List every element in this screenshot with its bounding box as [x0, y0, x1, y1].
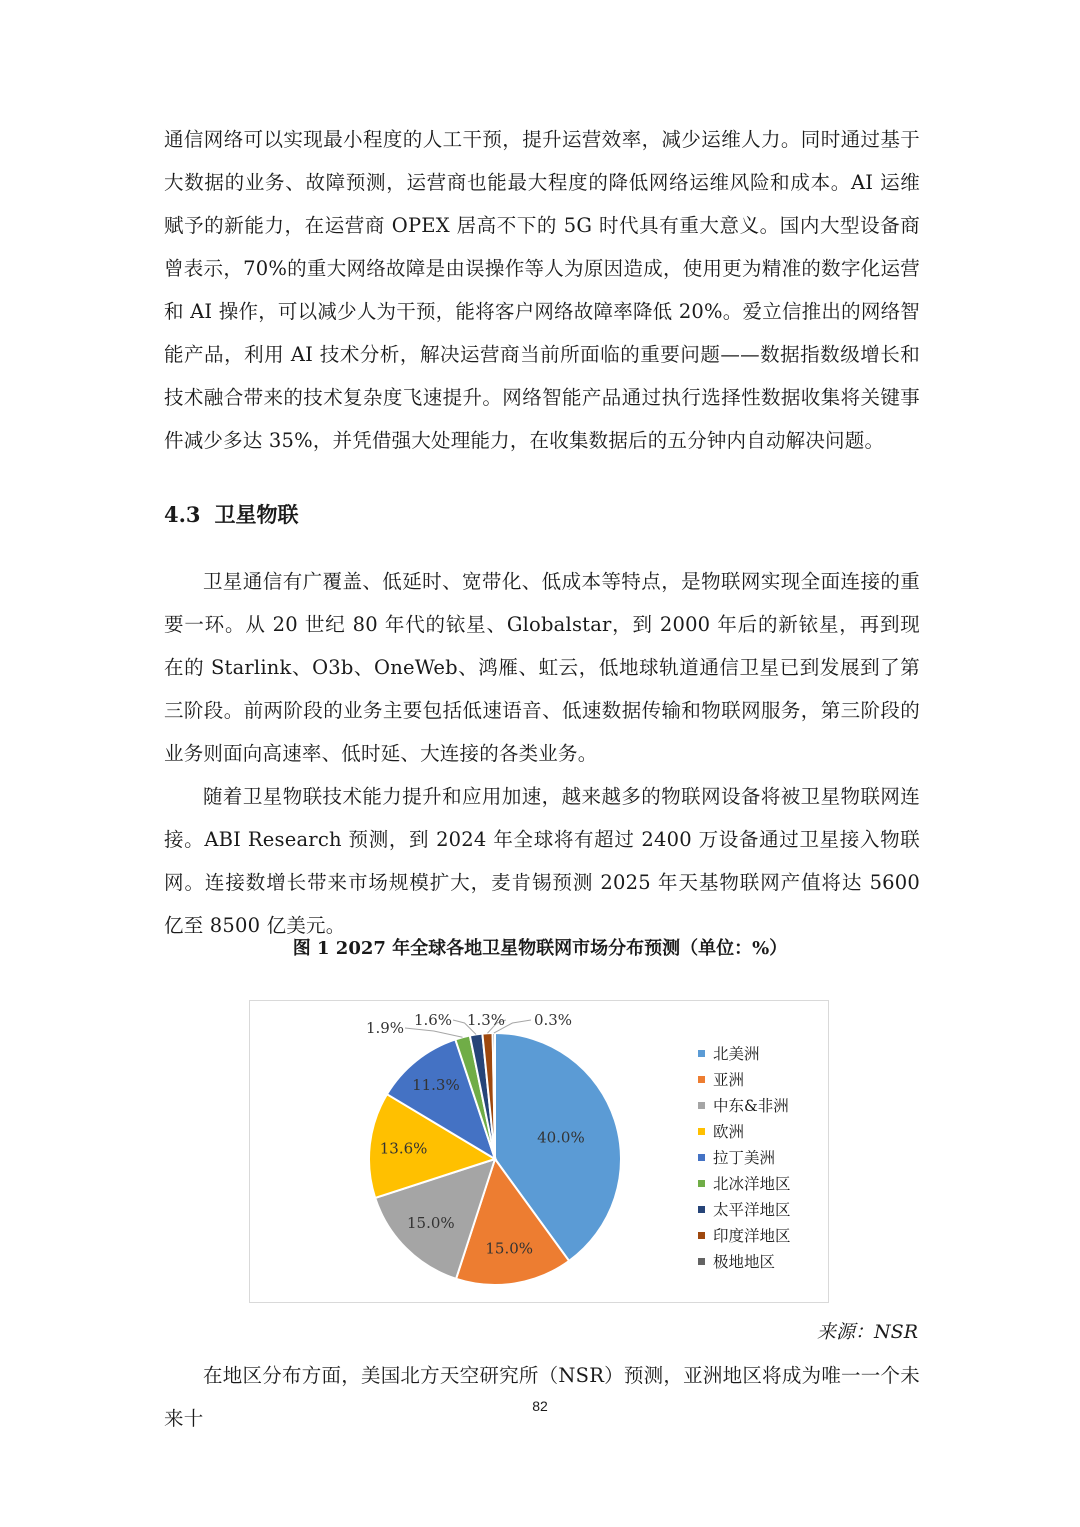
legend-label: 北美洲 [713, 1045, 760, 1063]
page-number: 82 [532, 1398, 548, 1414]
legend-swatch [698, 1258, 705, 1265]
pie-chart [249, 1000, 829, 1303]
legend-item-3 [698, 1093, 791, 1119]
legend-swatch [698, 1050, 705, 1057]
pie-data-label-8: 1.3% [466, 1011, 506, 1029]
figure-caption: 图 1 2027 年全球各地卫星物联网市场分布预测（单位：%） [292, 938, 788, 959]
legend-swatch [698, 1102, 705, 1109]
paragraph-satellite-intro: 卫星通信有广覆盖、低延时、宽带化、低成本等特点，是物联网实现全面连接的重要一环。从 20 世纪 80 年代的铱星、Globalstar，到 2000 年后的新铱星，再到现在的 Starlink、O3b、OneWeb、鸿雁、虹云，低地球轨道通信卫星已到发展到了第三阶段。前两阶段的业务主要包括低速语音、低速数据传输和物联网服务，第三阶段的业务则面向高速率、低时延、大连接的各类业务。 [164, 570, 920, 765]
paragraph-ai-operations: 通信网络可以实现最小程度的人工干预，提升运营效率，减少运维人力。同时通过基于大数据的业务、故障预测，运营商也能最大程度的降低网络运维风险和成本。AI 运维赋予的新能力，在运营商 OPEX 居高不下的 5G 时代具有重大意义。国内大型设备商曾表示，70%的重大网络故障是由误操作等人为原因造成，使用更为精准的数字化运营和 AI 操作，可以减少人为干预，能将客户网络故障率降低 20%。爱立信推出的网络智能产品，利用 AI 技术分析，解决运营商当前所面临的重要问题——数据指数级增长和技术融合带来的技术复杂度飞速提升。网络智能产品通过执行选择性数据收集将关键事件减少多达 35%，并凭借强大处理能力，在收集数据后的五分钟内自动解决问题。 [164, 128, 920, 452]
pie-data-label-4: 13.6% [379, 1139, 428, 1158]
legend-item-7 [698, 1197, 791, 1223]
legend-label: 拉丁美洲 [713, 1149, 776, 1167]
legend-label: 中东&非洲 [713, 1097, 789, 1115]
leader-line-6 [405, 1028, 463, 1037]
pie-data-label-9: 0.3% [533, 1011, 573, 1029]
pie-data-label-7: 1.6% [413, 1011, 453, 1029]
chart-legend [698, 1041, 791, 1275]
legend-label: 北冰洋地区 [713, 1175, 791, 1193]
pie-data-label-1: 40.0% [537, 1128, 585, 1147]
pie-data-label-6: 1.9% [365, 1019, 405, 1037]
paragraph-region-distribution: 在地区分布方面，美国北方天空研究所（NSR）预测，亚洲地区将成为唯一一个未来十 [164, 1364, 920, 1430]
section-number: 4.3 [164, 502, 201, 527]
legend-swatch [698, 1180, 705, 1187]
legend-label: 极地地区 [713, 1253, 776, 1271]
legend-item-2 [698, 1067, 791, 1093]
section-heading [164, 500, 299, 530]
legend-item-1 [698, 1041, 791, 1067]
source-note: 来源：NSR [817, 1321, 918, 1343]
legend-label: 印度洋地区 [713, 1227, 791, 1245]
legend-label: 太平洋地区 [713, 1201, 791, 1219]
pie-data-label-3: 15.0% [407, 1214, 455, 1233]
legend-swatch [698, 1076, 705, 1083]
legend-item-5 [698, 1145, 791, 1171]
section-title: 卫星物联 [214, 502, 299, 527]
legend-item-6 [698, 1171, 791, 1197]
legend-label: 亚洲 [713, 1071, 745, 1089]
legend-item-8 [698, 1223, 791, 1249]
pie-data-label-5: 11.3% [412, 1076, 460, 1095]
legend-swatch [698, 1154, 705, 1161]
legend-swatch [698, 1206, 705, 1213]
legend-item-4 [698, 1119, 791, 1145]
pie-data-label-2: 15.0% [485, 1239, 534, 1258]
legend-swatch [698, 1128, 705, 1135]
paragraph-satellite-forecast: 随着卫星物联技术能力提升和应用加速，越来越多的物联网设备将被卫星物联网连接。ABI Research 预测，到 2024 年全球将有超过 2400 万设备通过卫星接入物联网。连接数增长带来市场规模扩大，麦肯锡预测 2025 年天基物联网产值将达 5600 亿至 8500 亿美元。 [164, 785, 920, 937]
legend-label: 欧洲 [713, 1123, 745, 1141]
legend-swatch [698, 1232, 705, 1239]
legend-item-9 [698, 1249, 791, 1275]
